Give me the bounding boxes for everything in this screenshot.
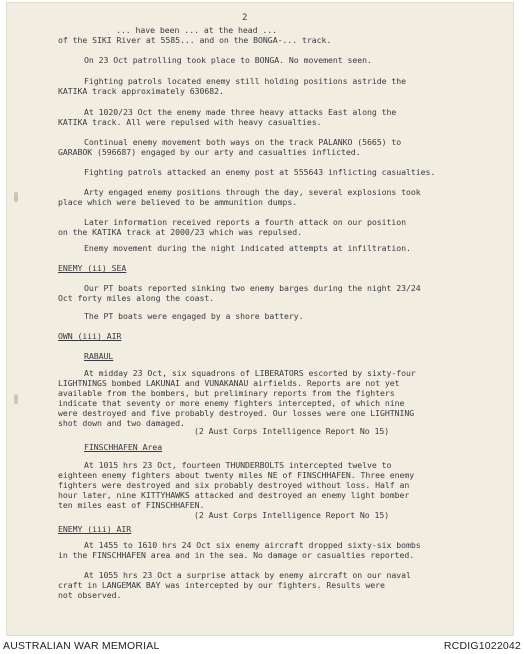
- text-line: At 1020/23 Oct the enemy made three heavy attacks East along the: [84, 107, 397, 117]
- document-page: [6, 2, 514, 636]
- section-heading: ENEMY (iii) AIR: [58, 524, 132, 534]
- text-line: Enemy movement during the night indicated attempts at infiltration.: [84, 243, 411, 253]
- text-line: place which were believed to be ammunition dumps.: [58, 197, 298, 207]
- text-line: not observed.: [58, 590, 122, 600]
- archive-reference-id: RCDIG1022042: [443, 640, 521, 652]
- text-line: LIGHTNINGS bombed LAKUNAI and VUNAKANAU airfields. Reports are not yet: [58, 378, 400, 388]
- text-line: At 1015 hrs 23 Oct, fourteen THUNDERBOLTS intercepted twelve to: [84, 460, 392, 470]
- text-line: indicate that seventy or more enemy fighters intercepted, of which nine: [58, 398, 405, 408]
- text-line: At midday 23 Oct, six squadrons of LIBERATORS escorted by sixty-four: [84, 368, 416, 378]
- archive-name: AUSTRALIAN WAR MEMORIAL: [3, 640, 160, 652]
- text-line: ten miles east of FINSCHHAFEN.: [58, 500, 205, 510]
- text-line: The PT boats were engaged by a shore battery.: [84, 311, 304, 321]
- text-line: Arty engaged enemy positions through the day, several explosions took: [84, 187, 421, 197]
- text-line: hour later, nine KITTYHAWKS attacked and destroyed an enemy light bomber: [58, 490, 410, 500]
- text-line: were destroyed and five probably destroyed. Our losses were one LIGHTNING: [58, 408, 415, 418]
- text-line: Oct forty miles along the coast.: [58, 293, 215, 303]
- text-line: craft in LANGEMAK BAY was intercepted by our fighters. Results were: [58, 580, 385, 590]
- text-line: At 1055 hrs 23 Oct a surprise attack by enemy aircraft on our naval: [84, 570, 411, 580]
- text-line: KATIKA track approximately 630682.: [58, 86, 224, 96]
- text-line: Our PT boats reported sinking two enemy barges during the night 23/24: [84, 283, 421, 293]
- text-line: Continual enemy movement both ways on the track PALANKO (5665) to: [84, 137, 402, 147]
- text-line: Fighting patrols located enemy still holding positions astride the: [84, 76, 407, 86]
- text-line: On 23 Oct patrolling took place to BONGA. No movement seen.: [84, 55, 372, 65]
- typed-text-body: [6, 2, 514, 636]
- section-heading: OWN (iii) AIR: [58, 331, 122, 341]
- text-line: eighteen enemy fighters about twenty miles NE of FINSCHHAFEN. Three enemy: [58, 470, 415, 480]
- text-line: GARABOK (596687) engaged by our arty and casualties inflicted.: [58, 147, 361, 157]
- archive-footer: [0, 638, 524, 654]
- text-line: shot down and two damaged.: [58, 418, 185, 428]
- subsection-heading: RABAUL: [84, 351, 114, 361]
- text-line: on the KATIKA track at 2000/23 which was repulsed.: [58, 227, 302, 237]
- text-line: of the SIKI River at 5585... and on the BONGA-... track.: [58, 35, 332, 45]
- text-line: available from the bombers, but preliminary reports from the fighters: [58, 388, 395, 398]
- text-line: KATIKA track. All were repulsed with heavy casualties.: [58, 117, 322, 127]
- text-line: ... have been ... at the head ...: [116, 25, 278, 35]
- text-line: Fighting patrols attacked an enemy post at 555643 inflicting casualties.: [84, 167, 436, 177]
- section-heading: ENEMY (ii) SEA: [58, 263, 127, 273]
- text-line: fighters were destroyed and six probably destroyed without loss. Half an: [58, 480, 410, 490]
- text-line: At 1455 to 1610 hrs 24 Oct six enemy aircraft dropped sixty-six bombs: [84, 540, 421, 550]
- text-line: Later information received reports a fourth attack on our position: [84, 217, 407, 227]
- source-reference: (2 Aust Corps Intelligence Report No 15): [194, 510, 390, 520]
- subsection-heading: FINSCHHAFEN Area: [84, 442, 163, 452]
- source-reference: (2 Aust Corps Intelligence Report No 15): [194, 426, 390, 436]
- text-line: in the FINSCHHAFEN area and in the sea. No damage or casualties reported.: [58, 550, 415, 560]
- page-number: 2: [242, 13, 248, 23]
